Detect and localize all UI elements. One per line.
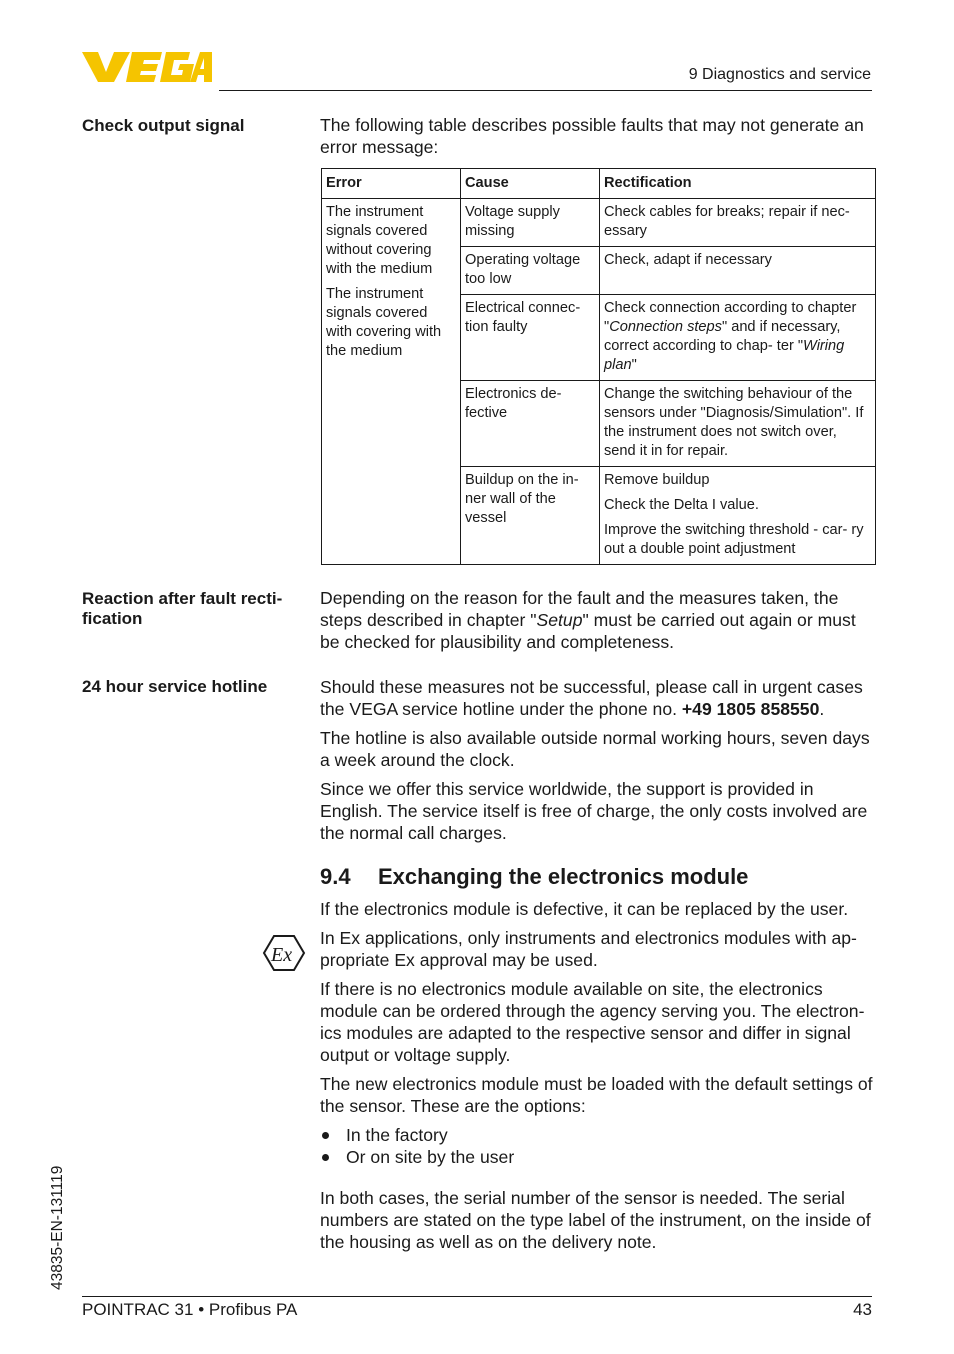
reaction-text-part: " must be carried out again or must be checked for plausibility and completeness. bbox=[320, 610, 856, 652]
cause-cell: Electrical connec- tion faulty bbox=[461, 295, 600, 381]
chapter-ref: Connection steps bbox=[609, 319, 722, 335]
hotline-paragraph-3: Since we offer this service worldwide, the support is provided in English. The service itself is free of charge, the only costs involved are the normal call charges. bbox=[320, 779, 868, 843]
section-paragraph: If there is no electronics module available on site, the electronics module can be ordered through the agency serving you. The electron- ics modules are adapted to the respective sensor and differ in signal output or voltage supply. bbox=[320, 979, 865, 1065]
cause-cell: Operating voltage too low bbox=[461, 247, 600, 295]
table-header-cause: Cause bbox=[461, 169, 600, 199]
check-output-intro bbox=[320, 114, 880, 165]
rect-item: Improve the switching threshold - car- ry out a double point adjustment bbox=[604, 522, 864, 557]
footer-product: POINTRAC 31 • Profibus PA bbox=[82, 1300, 298, 1319]
hotline-text-part: Should these measures not be successful, please call in urgent cases the VEGA service hotline under the phone no. bbox=[320, 677, 863, 719]
table-header-row bbox=[322, 169, 876, 199]
rectification-cell: Check, adapt if necessary bbox=[600, 247, 876, 295]
table-header-error: Error bbox=[322, 169, 461, 199]
hotline-paragraph-1 bbox=[320, 676, 880, 720]
rectification-cell: Change the switching behaviour of the sensors under "Diagnosis/Simulation". If the instrument does not switch over, send it in for repair. bbox=[600, 381, 876, 467]
section-paragraph: If the electronics module is defective, it can be replaced by the user. bbox=[320, 899, 849, 919]
hotline-phone: +49 1805 858550 bbox=[681, 699, 820, 719]
cause-cell: Electronics de- fective bbox=[461, 381, 600, 467]
reaction-label: Reaction after fault recti- fication bbox=[82, 589, 283, 628]
reaction-text-part: Depending on the reason for the fault and the measures taken, the steps described in chapter " bbox=[320, 588, 839, 630]
error-item: The instrument signals covered with covering with the medium bbox=[326, 286, 442, 359]
section-heading bbox=[320, 864, 748, 890]
page-number: 43 bbox=[853, 1300, 872, 1319]
section-number: 9.4 bbox=[320, 864, 351, 889]
chapter-ref: Setup bbox=[536, 610, 583, 630]
rect-text: " bbox=[631, 357, 637, 373]
rectification-cell bbox=[600, 467, 876, 565]
reaction-text bbox=[320, 587, 880, 660]
error-cell bbox=[322, 199, 461, 565]
list-item: Or on site by the user bbox=[320, 1146, 880, 1168]
section-body bbox=[320, 898, 880, 1260]
section-title: Exchanging the electronics module bbox=[378, 864, 749, 889]
document-id: 43835-EN-131119 bbox=[49, 1165, 66, 1290]
section-paragraph: In Ex applications, only instruments and electronics modules with ap- propriate Ex approval may be used. bbox=[320, 928, 857, 970]
table-header-rectification: Rectification bbox=[600, 169, 876, 199]
fault-table bbox=[321, 168, 876, 565]
section-paragraph: In both cases, the serial number of the sensor is needed. The serial numbers are stated on the type label of the instrument, on the inside of the housing as well as on the delivery note. bbox=[320, 1188, 871, 1252]
section-paragraph: The new electronics module must be loaded with the default settings of the sensor. These are the options: bbox=[320, 1074, 873, 1116]
vega-logo bbox=[82, 50, 212, 84]
cause-cell: Voltage supply missing bbox=[461, 199, 600, 247]
intro-paragraph: The following table describes possible faults that may not generate an error message: bbox=[320, 115, 864, 157]
rect-item: Remove buildup bbox=[604, 472, 710, 488]
chapter-ref: Wiring plan bbox=[604, 338, 845, 373]
options-list bbox=[320, 1124, 880, 1168]
hotline-label: 24 hour service hotline bbox=[82, 677, 268, 696]
check-output-label: Check output signal bbox=[82, 116, 245, 135]
ex-atex-icon bbox=[262, 934, 306, 972]
footer-rule bbox=[82, 1296, 872, 1297]
rect-text: " and if necessary, correct according to chap- ter " bbox=[604, 319, 841, 354]
rect-item: Check the Delta I value. bbox=[604, 497, 759, 513]
table-row bbox=[322, 199, 876, 247]
error-item: The instrument signals covered without covering with the medium bbox=[326, 204, 433, 277]
rectification-cell: Check cables for breaks; repair if nec- essary bbox=[600, 199, 876, 247]
list-item: In the factory bbox=[320, 1124, 880, 1146]
rectification-cell bbox=[600, 295, 876, 381]
hotline-paragraph-2: The hotline is also available outside normal working hours, seven days a week around the clock. bbox=[320, 728, 870, 770]
reaction-paragraph bbox=[320, 587, 880, 653]
rect-text: Check connection according to chapter " bbox=[604, 300, 857, 335]
cause-cell: Buildup on the in- ner wall of the vessel bbox=[461, 467, 600, 565]
svg-text:Ex: Ex bbox=[271, 944, 293, 966]
header-section-title: 9 Diagnostics and service bbox=[688, 66, 871, 83]
hotline-text-part: . bbox=[819, 699, 825, 719]
hotline-text bbox=[320, 676, 880, 851]
header-rule bbox=[219, 90, 872, 91]
